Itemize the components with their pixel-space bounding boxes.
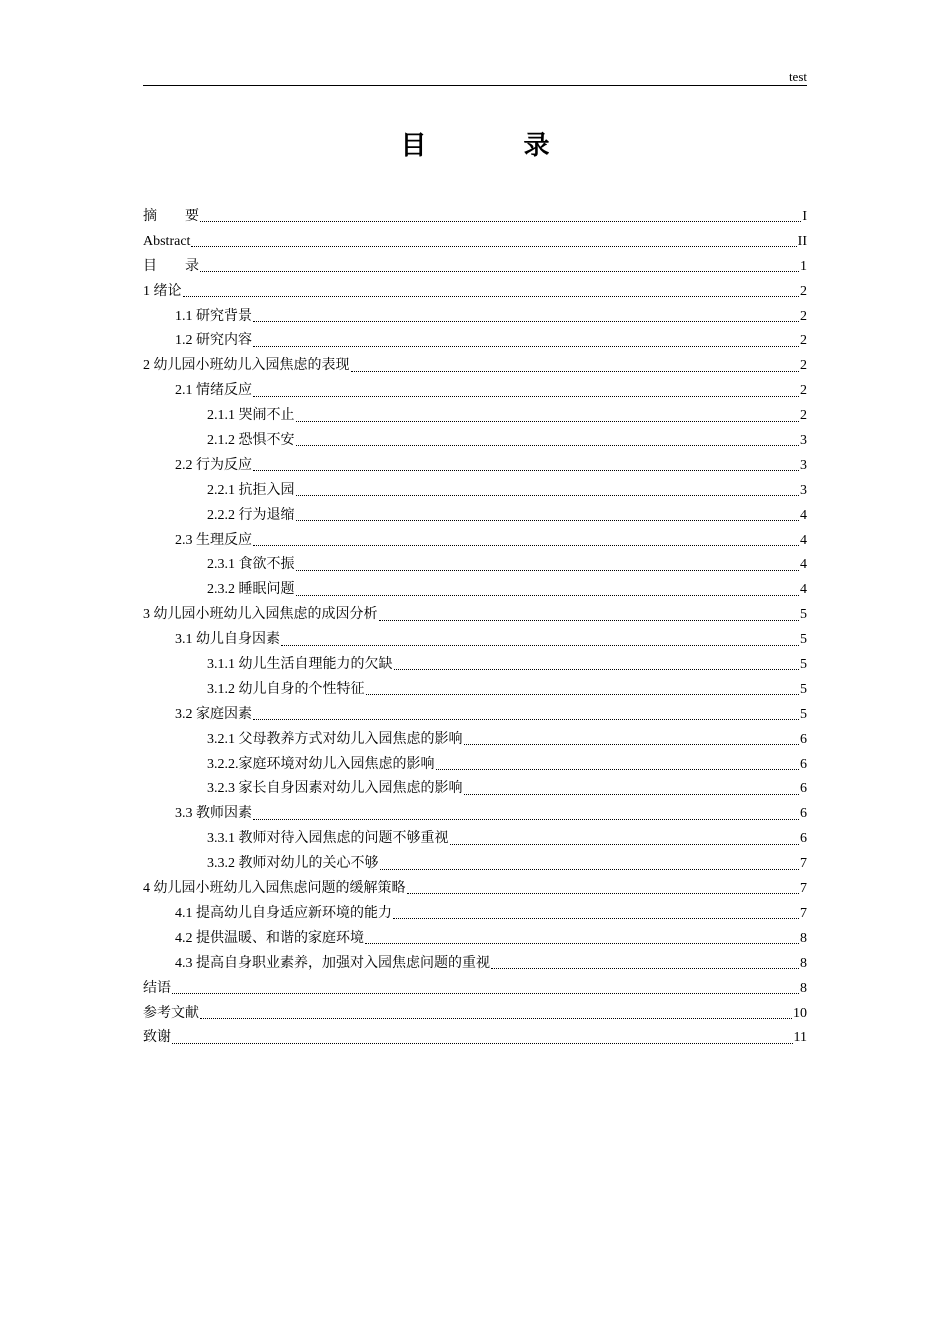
toc-dot-leader [296,559,800,573]
toc-entry-page-number: 4 [800,557,807,573]
toc-dot-leader [191,235,796,249]
toc-entry-page-number: II [797,233,807,249]
toc-entry[interactable] [143,329,807,354]
toc-entry[interactable] [143,902,807,927]
toc-entry[interactable] [143,255,807,280]
toc-entry-title: 2.2.2 行为退缩 [207,507,295,523]
toc-dot-leader [464,783,800,797]
toc-entry-page-number: 6 [800,756,807,772]
toc-entry[interactable] [143,578,807,603]
toc-entry-page-number: 8 [800,980,807,996]
toc-entry-page-number: 2 [800,408,807,424]
toc-dot-leader [172,1032,793,1046]
toc-entry[interactable] [143,777,807,802]
toc-entry-page-number: 5 [800,681,807,697]
toc-entry[interactable] [143,379,807,404]
toc-entry-page-number: 2 [800,358,807,374]
toc-entry-title: 3.2.3 家长自身因素对幼儿入园焦虑的影响 [207,781,463,797]
toc-entry[interactable] [143,305,807,330]
toc-entry-title: 1 绪论 [143,283,182,299]
toc-entry[interactable] [143,553,807,578]
toc-entry-title: 目 录 [143,258,199,274]
page-title: 目 录 [400,131,594,161]
toc-entry-page-number: 7 [800,856,807,872]
toc-entry[interactable] [143,802,807,827]
toc-entry-title: 3.3.1 教师对待入园焦虑的问题不够重视 [207,831,449,847]
toc-entry[interactable] [143,429,807,454]
toc-dot-leader [450,833,800,847]
toc-dot-leader [491,957,799,971]
toc-entry[interactable] [143,504,807,529]
toc-entry[interactable] [143,927,807,952]
toc-entry-page-number: 4 [800,582,807,598]
toc-entry-page-number: 8 [800,955,807,971]
toc-entry-page-number: 3 [800,482,807,498]
toc-dot-leader [296,484,800,498]
toc-entry-title: 1.2 研究内容 [175,333,252,349]
toc-entry-title: 2.2.1 抗拒入园 [207,482,295,498]
toc-entry[interactable] [143,603,807,628]
toc-entry-title: 3.2 家庭因素 [175,706,252,722]
table-of-contents [143,205,807,1051]
toc-dot-leader [366,683,800,697]
toc-dot-leader [200,260,799,274]
toc-entry-page-number: 4 [800,507,807,523]
toc-entry-title: 4.1 提高幼儿自身适应新环境的能力 [175,905,392,921]
toc-entry-page-number: 5 [800,607,807,623]
toc-entry-title: 3 幼儿园小班幼儿入园焦虑的成因分析 [143,607,378,623]
toc-dot-leader [253,459,799,473]
toc-entry-page-number: 8 [800,930,807,946]
toc-entry-title: 4.2 提供温暖、和谐的家庭环境 [175,930,364,946]
toc-entry[interactable] [143,753,807,778]
toc-entry-page-number: 5 [800,657,807,673]
toc-entry-title: 4.3 提高自身职业素养，加强对入园焦虑问题的重视 [175,955,490,971]
toc-entry-title: 2.2 行为反应 [175,457,252,473]
toc-dot-leader [407,882,800,896]
toc-entry-page-number: 6 [800,781,807,797]
toc-entry-page-number: 2 [800,308,807,324]
page-header-text: test [788,69,807,84]
toc-dot-leader [365,932,799,946]
toc-dot-leader [183,285,800,299]
toc-entry-title: 2.1.2 恐惧不安 [207,433,295,449]
toc-dot-leader [379,609,800,623]
toc-entry-title: 2.3.1 食欲不振 [207,557,295,573]
toc-dot-leader [436,758,800,772]
toc-entry[interactable] [143,678,807,703]
toc-dot-leader [464,733,800,747]
header-divider [143,85,807,86]
toc-entry-title: Abstract [143,233,191,249]
toc-entry-page-number: 11 [793,1030,807,1046]
toc-dot-leader [253,708,799,722]
toc-entry-title: 4 幼儿园小班幼儿入园焦虑问题的缓解策略 [143,881,406,897]
toc-entry[interactable] [143,404,807,429]
toc-entry-title: 2.3 生理反应 [175,532,252,548]
toc-dot-leader [200,210,801,224]
toc-entry-page-number: 10 [793,1005,807,1021]
toc-entry-page-number: 2 [800,383,807,399]
toc-entry-title: 摘 要 [143,209,199,224]
toc-dot-leader [200,1007,792,1021]
toc-dot-leader [296,434,800,448]
toc-dot-leader [253,335,799,349]
toc-entry-title: 3.2.2.家庭环境对幼儿入园焦虑的影响 [207,756,435,772]
toc-dot-leader [281,634,799,648]
toc-entry-page-number: 7 [800,905,807,921]
toc-dot-leader [253,310,799,324]
toc-entry-title: 3.1 幼儿自身因素 [175,632,280,648]
toc-entry-page-number: 2 [800,283,807,299]
toc-entry[interactable] [143,703,807,728]
toc-dot-leader [296,584,800,598]
toc-entry-page-number: 5 [800,706,807,722]
toc-entry[interactable] [143,354,807,379]
toc-entry[interactable] [143,1026,807,1051]
toc-dot-leader [351,360,800,374]
toc-dot-leader [394,658,800,672]
toc-dot-leader [380,858,800,872]
toc-entry[interactable] [143,1002,807,1027]
toc-entry-page-number: 6 [800,731,807,747]
toc-entry-title: 参考文献 [143,1005,199,1021]
toc-entry-title: 2.1 情绪反应 [175,383,252,399]
toc-dot-leader [393,907,799,921]
toc-entry[interactable] [143,653,807,678]
toc-entry-page-number: 1 [800,258,807,274]
toc-entry-page-number: 3 [800,457,807,473]
toc-entry[interactable] [143,852,807,877]
toc-dot-leader [172,982,799,996]
toc-dot-leader [253,534,799,548]
toc-entry-page-number: 6 [800,806,807,822]
toc-entry-page-number: 7 [800,881,807,897]
toc-entry-title: 结语 [143,980,171,996]
toc-entry-page-number: 5 [800,632,807,648]
toc-entry[interactable] [143,877,807,902]
toc-entry-title: 致谢 [143,1030,171,1046]
toc-dot-leader [296,410,800,424]
toc-entry[interactable] [143,827,807,852]
toc-entry-title: 3.1.1 幼儿生活自理能力的欠缺 [207,657,393,673]
toc-entry[interactable] [143,977,807,1002]
toc-entry-page-number: 3 [800,433,807,449]
toc-entry-page-number: 2 [800,333,807,349]
toc-entry-title: 3.2.1 父母教养方式对幼儿入园焦虑的影响 [207,731,463,747]
toc-entry[interactable] [143,529,807,554]
toc-entry[interactable] [143,952,807,977]
toc-dot-leader [253,808,799,822]
toc-entry-page-number: I [802,209,807,224]
toc-entry[interactable] [143,205,807,230]
toc-entry-page-number: 6 [800,831,807,847]
toc-entry[interactable] [143,728,807,753]
toc-entry-title: 2.1.1 哭闹不止 [207,408,295,424]
toc-entry[interactable] [143,628,807,653]
toc-entry-title: 1.1 研究背景 [175,308,252,324]
toc-dot-leader [296,509,800,523]
toc-entry[interactable] [143,454,807,479]
toc-entry[interactable] [143,230,807,255]
toc-entry-title: 3.3 教师因素 [175,806,252,822]
toc-entry-title: 2.3.2 睡眠问题 [207,582,295,598]
toc-entry[interactable] [143,280,807,305]
toc-entry-title: 3.1.2 幼儿自身的个性特征 [207,681,365,697]
toc-entry-title: 2 幼儿园小班幼儿入园焦虑的表现 [143,358,350,374]
toc-entry-page-number: 4 [800,532,807,548]
toc-dot-leader [253,385,799,399]
toc-entry[interactable] [143,479,807,504]
toc-entry-title: 3.3.2 教师对幼儿的关心不够 [207,856,379,872]
